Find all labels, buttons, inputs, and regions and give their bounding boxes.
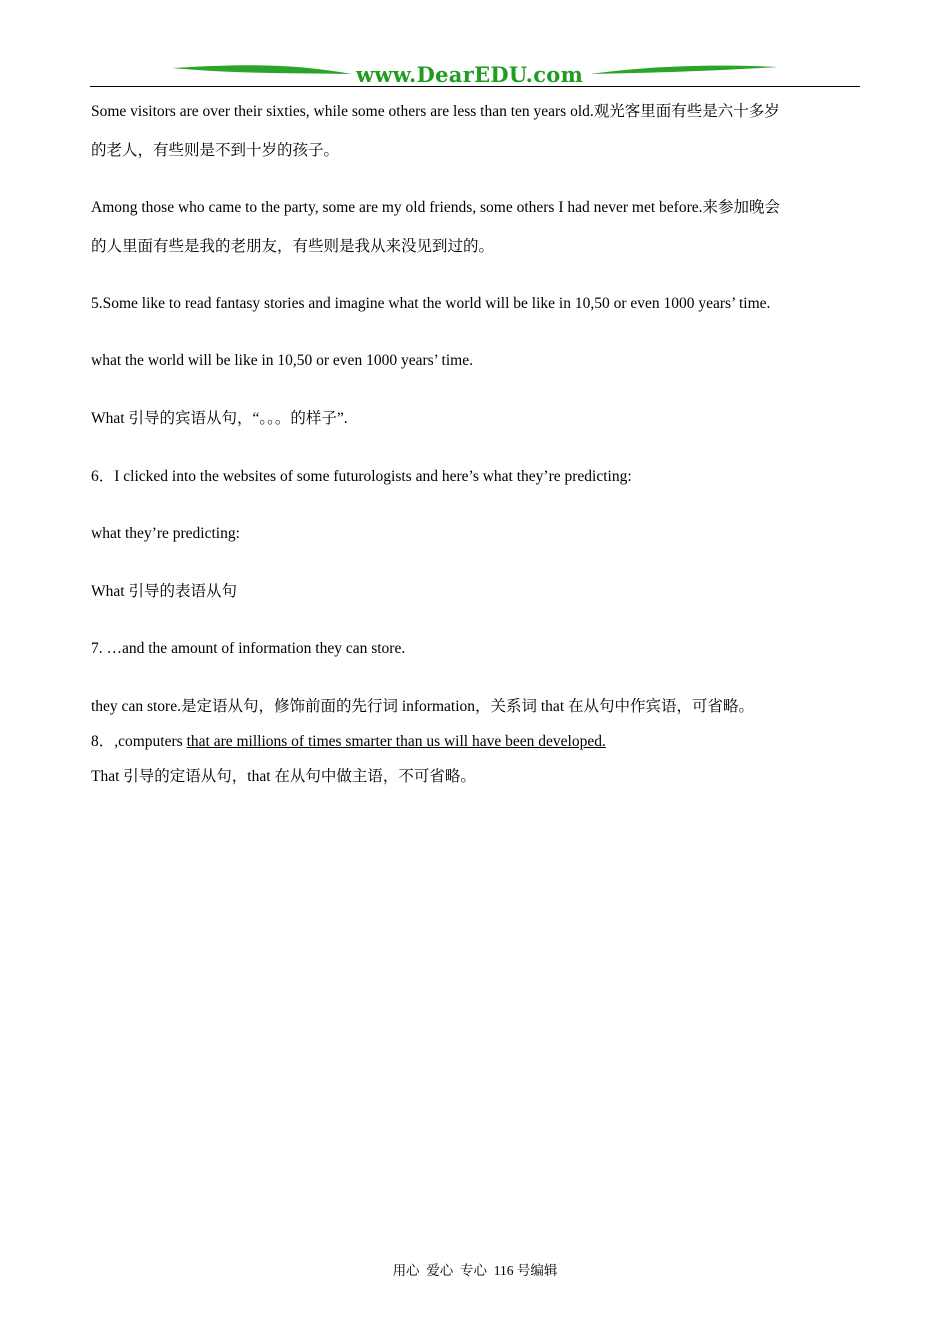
text-line: Some visitors are over their sixties, while some others are less than ten years old.观光客里面有些是六十多岁 [91, 103, 780, 120]
text-line: Among those who came to the party, some are my old friends, some others I had never met before.来参加晚会 [91, 199, 780, 216]
text-line: they can store.是定语从句，修饰前面的先行词 information，关系词 that 在从句中作宾语，可省略。 [91, 698, 754, 715]
text-line: 7. …and the amount of information they can store. [91, 640, 406, 657]
text-line: 的人里面有些是我的老朋友，有些则是我从来没见到过的。 [91, 238, 495, 255]
underlined-clause: that are millions of times smarter than us will have been developed. [186, 733, 606, 750]
text-line: What 引导的表语从句 [91, 583, 237, 600]
header-rule [90, 86, 860, 87]
text-line-8 [91, 732, 606, 752]
line8-prefix: 8．,computers [91, 733, 187, 750]
text-line: 的老人，有些则是不到十岁的孩子。 [91, 142, 340, 159]
page-header [90, 60, 860, 90]
site-logo[interactable]: www.DearEDU.com [356, 62, 584, 87]
text-line: what the world will be like in 10,50 or even 1000 years’ time. [91, 352, 473, 369]
text-line: 5.Some like to read fantasy stories and imagine what the world will be like in 10,50 or even 1000 years’ time. [91, 295, 771, 312]
text-line: What 引导的宾语从句，“。。。的样子”. [91, 410, 348, 427]
page-footer: 用心 爱心 专心 116 号编辑 [392, 1263, 558, 1278]
text-line: what they’re predicting: [91, 525, 240, 542]
text-line: That 引导的定语从句，that 在从句中做主语，不可省略。 [91, 768, 476, 785]
text-line: 6．I clicked into the websites of some futurologists and here’s what they’re predicting: [91, 468, 632, 485]
